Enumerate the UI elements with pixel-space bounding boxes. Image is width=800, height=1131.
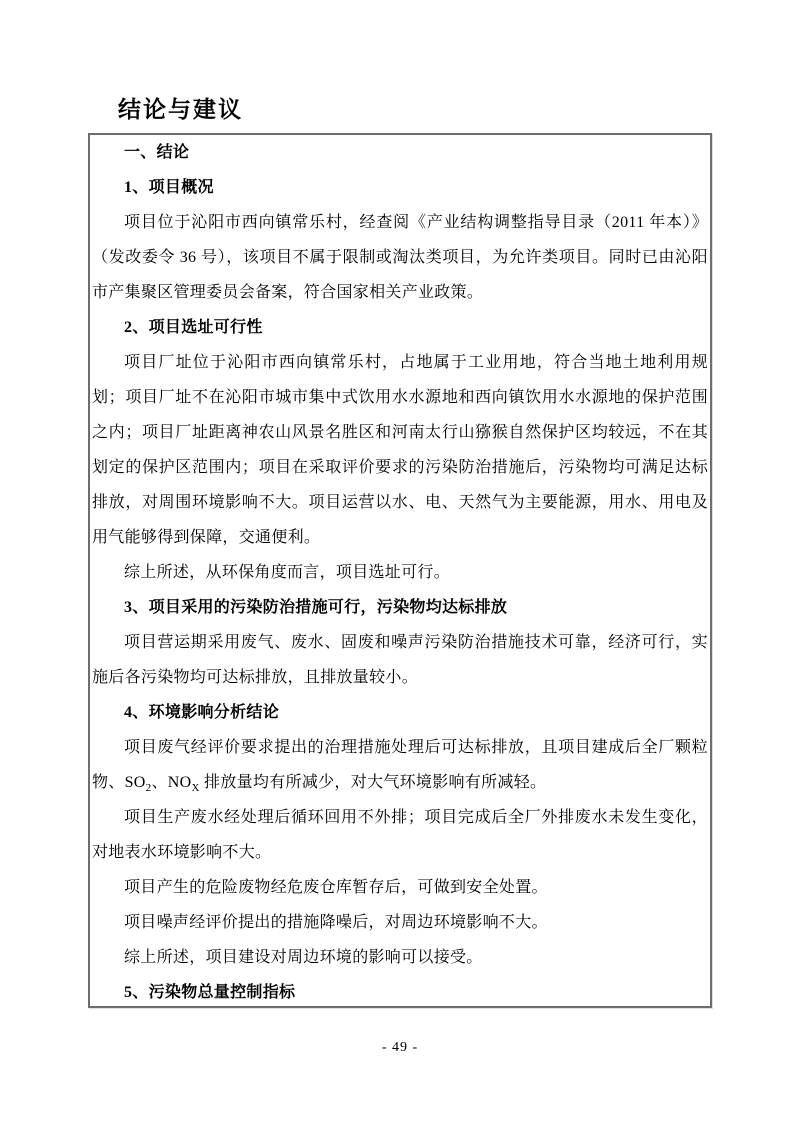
page-title: 结论与建议 (118, 96, 243, 122)
page-number: - 49 - (381, 1040, 419, 1055)
heading-impact-analysis: 4、环境影响分析结论 (124, 704, 280, 721)
heading-pollution-control-measures: 3、项目采用的污染防治措施可行，污染物均达标排放 (124, 599, 508, 616)
paragraph-impact-summary: 综上所述，项目建设对周边环境的影响可以接受。 (124, 949, 483, 966)
paragraph-site-summary: 综上所述，从环保角度而言，项目选址可行。 (124, 564, 451, 581)
heading-project-overview: 1、项目概况 (124, 179, 214, 196)
heading-site-feasibility: 2、项目选址可行性 (124, 319, 263, 336)
air-emissions-text-segment: 项目废气经评价要求提出的治理措施处理后可达标排放，且项目建成后全厂颗粒物、SO (92, 739, 708, 791)
so2-subscript: 2 (145, 782, 152, 795)
nox-subscript: X (191, 782, 200, 795)
air-emissions-text-segment: 排放量均有所减少，对大气环境影响有所减轻。 (199, 774, 547, 791)
heading-total-emission-control: 5、污染物总量控制指标 (124, 984, 296, 1001)
conclusions-box (88, 133, 712, 1008)
heading-conclusion: 一、结论 (124, 144, 190, 161)
paragraph-noise: 项目噪声经评价提出的措施降噪后，对周边环境影响不大。 (124, 914, 548, 931)
paragraph-project-overview: 项目位于沁阳市西向镇常乐村，经查阅《产业结构调整指导目录（2011 年本）》（发改委令 36 号），该项目不属于限制或淘汰类项目，为允许类项目。同时已由沁阳市产集聚区管理委员会备案，符合国家相关产业政策。 (92, 214, 708, 301)
paragraph-pollution-control-measures: 项目营运期采用废气、废水、固废和噪声污染防治措施技术可靠，经济可行，实施后各污染物均可达标排放，且排放量较小。 (92, 634, 708, 686)
paragraph-wastewater: 项目生产废水经处理后循环回用不外排；项目完成后全厂外排废水未发生变化，对地表水环境影响不大。 (92, 809, 708, 861)
paragraph-hazardous-waste: 项目产生的危险废物经危废仓库暂存后，可做到安全处置。 (124, 879, 548, 896)
paragraph-site-feasibility: 项目厂址位于沁阳市西向镇常乐村，占地属于工业用地，符合当地土地利用规划；项目厂址不在沁阳市城市集中式饮用水水源地和西向镇饮用水水源地的保护范围之内；项目厂址距离神农山风景名胜区和河南太行山猕猴自然保护区均较远，不在其划定的保护区范围内；项目在采取评价要求的污染防治措施后，污染物均可满足达标排放，对周围环境影响不大。项目运营以水、电、天然气为主要能源，用水、用电及用气能够得到保障，交通便利。 (92, 354, 708, 546)
air-emissions-text-segment: 、NO (151, 774, 192, 791)
paragraph-air-emissions (92, 730, 708, 800)
